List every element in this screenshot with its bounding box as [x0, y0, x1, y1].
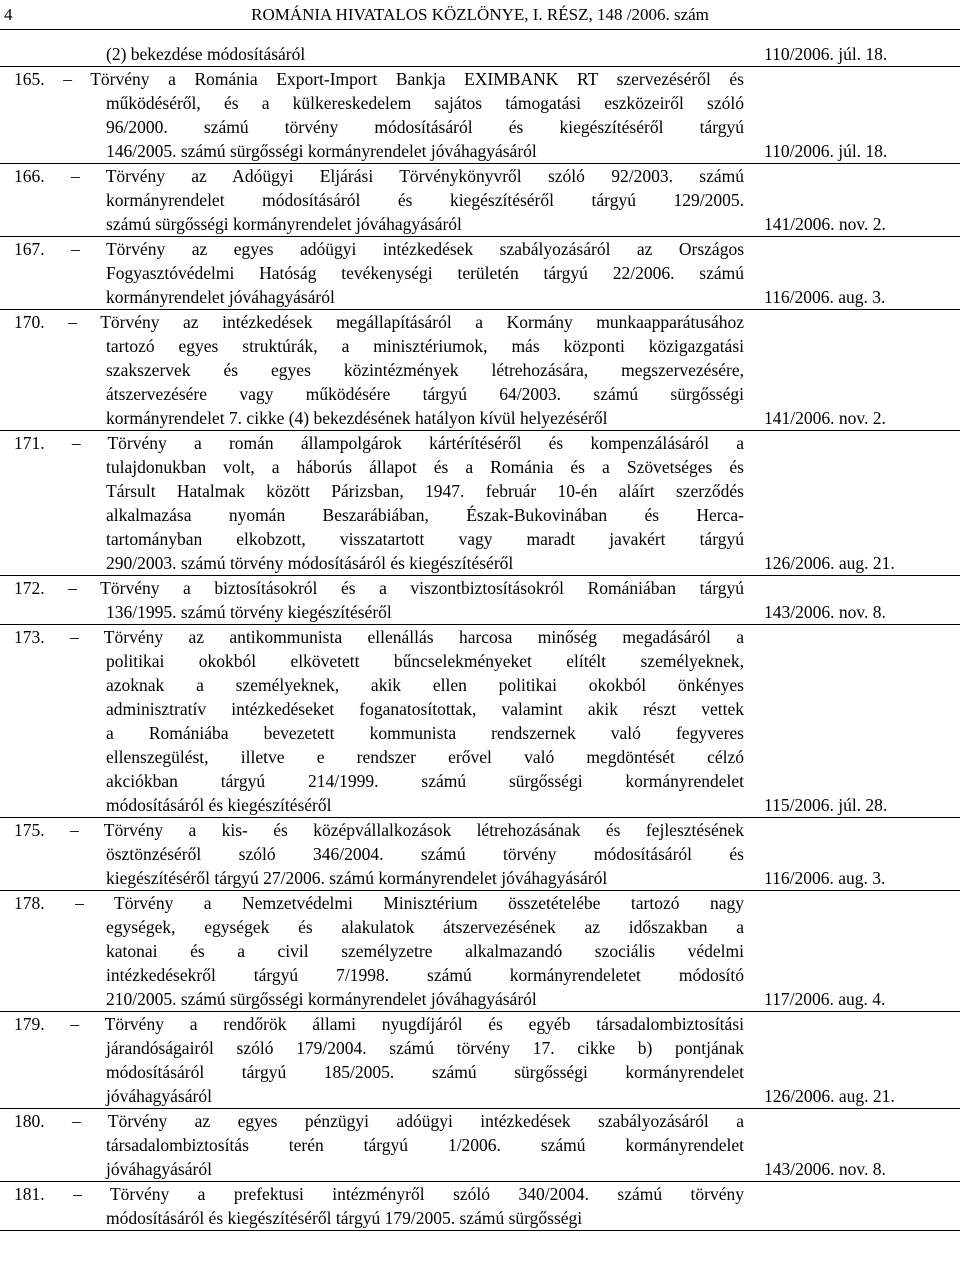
publication-date: 116/2006. aug. 3.: [764, 287, 886, 307]
entry-line: [0, 67, 960, 91]
entry-line: [0, 1084, 960, 1108]
publication-date: 126/2006. aug. 21.: [764, 553, 895, 573]
entry-text: járandóságairól szóló 179/2004. számú törvény 17. cikke b) pontjának: [106, 1038, 744, 1058]
entry-text: akciókban tárgyú 214/1999. számú sürgősségi kormányrendelet: [106, 771, 744, 791]
entry-text: egységek, egységek és alakulatok átszervezésének az időszakban a: [106, 917, 744, 937]
entry-line: [0, 164, 960, 188]
entry-text: tulajdonukban volt, a háborús állapot és a Románia és a Szövetséges és: [106, 457, 744, 477]
publication-date: 143/2006. nov. 8.: [764, 602, 886, 622]
entry-text: 178. – Törvény a Nemzetvédelmi Minisztérium összetételébe tartozó nagy: [14, 893, 744, 913]
entry-line: [0, 769, 960, 793]
entry-line: [0, 1133, 960, 1157]
entry-line: [0, 939, 960, 963]
entry-text: politikai okokból elkövetett bűncselekményeket elítélt személyeknek,: [106, 651, 744, 671]
entry-line: [0, 842, 960, 866]
entry-line: [0, 382, 960, 406]
entry-line: [0, 915, 960, 939]
entry-line: [0, 406, 960, 430]
entry-line: [0, 649, 960, 673]
law-entry: [0, 310, 960, 431]
entry-text: a Romániába bevezetett kommunista rendszernek való fegyveres: [106, 723, 744, 743]
entry-line: [0, 1060, 960, 1084]
entry-line: [0, 673, 960, 697]
law-entry: [0, 237, 960, 310]
entry-line: [0, 455, 960, 479]
entry-text: 146/2005. számú sürgősségi kormányrendelet jóváhagyásáról: [106, 141, 537, 161]
entry-line: [0, 237, 960, 261]
entry-line: [0, 745, 960, 769]
entry-line: [0, 1206, 960, 1230]
entry-line: [0, 1182, 960, 1206]
entry-text: kormányrendelet jóváhagyásáról: [106, 287, 335, 307]
entry-text: módosításáról tárgyú 185/2005. számú sürgősségi kormányrendelet: [106, 1062, 744, 1082]
publication-date: 117/2006. aug. 4.: [764, 989, 886, 1009]
law-entry: [0, 1012, 960, 1109]
publication-date: 116/2006. aug. 3.: [764, 868, 886, 888]
publication-date: 115/2006. júl. 28.: [764, 795, 888, 815]
law-entry: [0, 576, 960, 625]
page-header: [0, 5, 960, 30]
entry-text: alkalmazása nyomán Beszarábiában, Észak-Bukovinában és Herca-: [106, 505, 744, 525]
entry-text: működéséről, és a külkereskedelem sajátos támogatási eszközeiről szóló: [106, 93, 744, 113]
publication-date: 141/2006. nov. 2.: [764, 214, 886, 234]
publication-date: 110/2006. júl. 18.: [764, 141, 888, 161]
entry-line: [0, 285, 960, 309]
entry-line: [0, 576, 960, 600]
entry-text: Társult Hatalmak között Párizsban, 1947. február 10-én aláírt szerződés: [106, 481, 744, 501]
entry-line: [0, 479, 960, 503]
entry-line: [0, 1109, 960, 1133]
entry-line: [0, 551, 960, 575]
law-entry: [0, 42, 960, 67]
entry-text: jóváhagyásáról: [106, 1086, 212, 1106]
entry-text: 290/2003. számú törvény módosításáról és kiegészítéséről: [106, 553, 514, 573]
entry-text: tartományban elkobzott, visszatartott vagy maradt javakért tárgyú: [106, 529, 744, 549]
entry-text: 171. – Törvény a román állampolgárok kártérítéséről és kompenzálásáról a: [14, 433, 744, 453]
entry-text: 210/2005. számú sürgősségi kormányrendelet jóváhagyásáról: [106, 989, 537, 1009]
entry-line: [0, 697, 960, 721]
entry-line: [0, 1036, 960, 1060]
law-entry: [0, 1182, 960, 1231]
law-entry: [0, 891, 960, 1012]
entry-line: [0, 42, 960, 66]
entry-text: Fogyasztóvédelmi Hatóság tevékenységi területén tárgyú 22/2006. számú: [106, 263, 744, 283]
entry-text: kormányrendelet 7. cikke (4) bekezdésének hatályon kívül helyezéséről: [106, 408, 608, 428]
entry-text: intézkedésekről tárgyú 7/1998. számú kormányrendeletet módosító: [106, 965, 744, 985]
entry-line: [0, 212, 960, 236]
entry-line: [0, 600, 960, 624]
entry-text: módosításáról és kiegészítéséről: [106, 795, 332, 815]
entry-text: 170. – Törvény az intézkedések megállapításáról a Kormány munkaapparátusához: [14, 312, 744, 332]
entry-line: [0, 891, 960, 915]
entry-line: [0, 1012, 960, 1036]
entry-text: jóváhagyásáról: [106, 1159, 212, 1179]
entry-text: ösztönzéséről szóló 346/2004. számú törvény módosításáról és: [106, 844, 744, 864]
entry-line: [0, 818, 960, 842]
entry-line: [0, 987, 960, 1011]
publication-date: 110/2006. júl. 18.: [764, 44, 888, 64]
entry-text: 175. – Törvény a kis- és középvállalkozások létrehozásának és fejlesztésének: [14, 820, 744, 840]
entry-line: [0, 115, 960, 139]
publication-date: 141/2006. nov. 2.: [764, 408, 886, 428]
entry-text: katonai és a civil személyzetre alkalmazandó szociális védelmi: [106, 941, 744, 961]
entry-line: [0, 188, 960, 212]
entry-text: társadalombiztosítás terén tárgyú 1/2006. számú kormányrendelet: [106, 1135, 744, 1155]
entry-line: [0, 139, 960, 163]
entry-line: [0, 963, 960, 987]
law-entry: [0, 625, 960, 818]
entry-text: 180. – Törvény az egyes pénzügyi adóügyi intézkedések szabályozásáról a: [14, 1111, 744, 1131]
entry-text: tartozó egyes struktúrák, a minisztériumok, más központi közigazgatási: [106, 336, 744, 356]
entry-line: [0, 358, 960, 382]
entry-text: (2) bekezdése módosításáról: [106, 44, 306, 64]
entry-line: [0, 625, 960, 649]
publication-date: 126/2006. aug. 21.: [764, 1086, 895, 1106]
entry-text: azoknak a személyeknek, akik ellen politikai okokból önkényes: [106, 675, 744, 695]
entry-line: [0, 866, 960, 890]
entry-text: 96/2000. számú törvény módosításáról és kiegészítéséről tárgyú: [106, 117, 744, 137]
entry-text: 173. – Törvény az antikommunista ellenállás harcosa minőség megadásáról a: [14, 627, 744, 647]
entry-text: 181. – Törvény a prefektusi intézményről szóló 340/2004. számú törvény: [14, 1184, 744, 1204]
entry-line: [0, 793, 960, 817]
entry-text: kiegészítéséről tárgyú 27/2006. számú kormányrendelet jóváhagyásáról: [106, 868, 608, 888]
entry-text: 167. – Törvény az egyes adóügyi intézkedések szabályozásáról az Országos: [14, 239, 744, 259]
page-number: 4: [4, 5, 13, 24]
law-entry: [0, 431, 960, 576]
entry-line: [0, 310, 960, 334]
entry-text: adminisztratív intézkedéseket foganatosítottak, valamint akik részt vettek: [106, 699, 744, 719]
entry-text: 136/1995. számú törvény kiegészítéséről: [106, 602, 392, 622]
publication-date: 143/2006. nov. 8.: [764, 1159, 886, 1179]
law-entry: [0, 67, 960, 164]
entry-text: módosításáról és kiegészítéséről tárgyú 179/2005. számú sürgősségi: [106, 1208, 583, 1228]
law-entry: [0, 164, 960, 237]
entry-text: 165. – Törvény a Románia Export-Import Bankja EXIMBANK RT szervezéséről és: [14, 69, 744, 89]
entry-line: [0, 1157, 960, 1181]
entry-line: [0, 334, 960, 358]
law-entry: [0, 818, 960, 891]
entry-text: számú sürgősségi kormányrendelet jóváhagyásáról: [106, 214, 462, 234]
entry-line: [0, 91, 960, 115]
gazette-title: ROMÁNIA HIVATALOS KÖZLÖNYE, I. RÉSZ, 148 /2006. szám: [251, 5, 709, 24]
entry-text: 172. – Törvény a biztosításokról és a viszontbiztosításokról Romániában tárgyú: [14, 578, 744, 598]
entry-line: [0, 721, 960, 745]
entry-text: kormányrendelet módosításáról és kiegészítéséről tárgyú 129/2005.: [106, 190, 744, 210]
entry-text: átszervezésére vagy működésére tárgyú 64/2003. számú sürgősségi: [106, 384, 744, 404]
entry-line: [0, 503, 960, 527]
entry-line: [0, 261, 960, 285]
entry-line: [0, 527, 960, 551]
entry-text: szakszervek és egyes közintézmények létrehozására, megszervezésére,: [106, 360, 744, 380]
law-list: [0, 42, 960, 1231]
entry-line: [0, 431, 960, 455]
entry-text: 166. – Törvény az Adóügyi Eljárási Törvénykönyvről szóló 92/2003. számú: [14, 166, 744, 186]
law-entry: [0, 1109, 960, 1182]
entry-text: 179. – Törvény a rendőrök állami nyugdíjáról és egyéb társadalombiztosítási: [14, 1014, 744, 1034]
entry-text: ellenszegülést, illetve e rendszer erővel való megdöntését célzó: [106, 747, 744, 767]
